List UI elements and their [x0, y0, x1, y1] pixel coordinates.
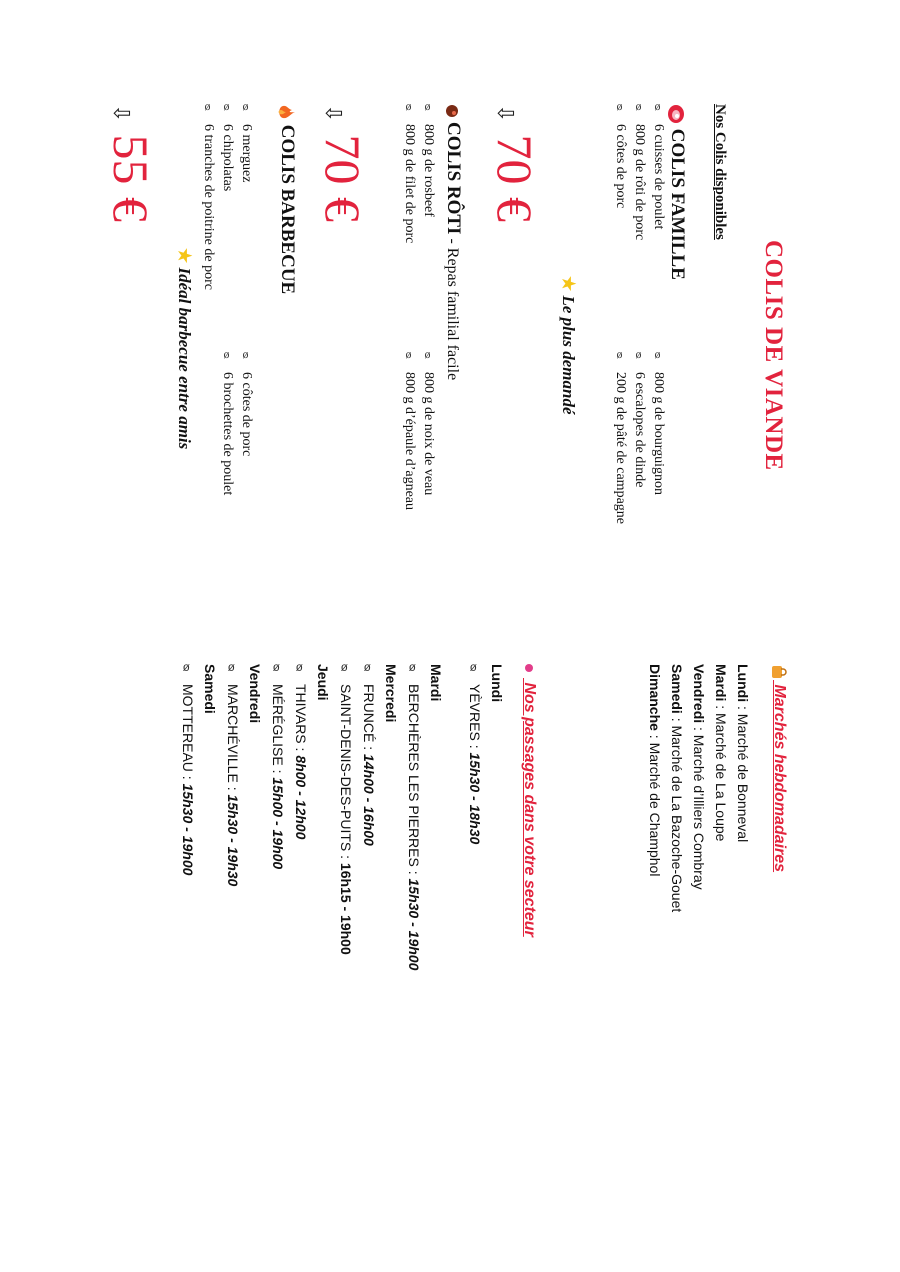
arrow-down-icon: ⇩	[109, 104, 134, 123]
passage-day: Mardi	[428, 664, 444, 702]
market-place: : Marché de La Loupe	[713, 701, 729, 842]
list-item	[218, 352, 237, 495]
bullet-icon: ᴓ	[240, 104, 254, 111]
bullet-icon: ᴓ	[467, 664, 481, 672]
colis-barbecue-name: COLIS BARBECUE	[277, 124, 298, 295]
flame-icon	[276, 104, 296, 120]
famille-col2	[611, 352, 668, 524]
passage-hours: 15h30 - 18h30	[467, 752, 483, 845]
passage-row	[221, 664, 244, 970]
market-day: Samedi	[669, 664, 685, 714]
list-item	[630, 352, 649, 524]
passage-row	[289, 664, 312, 970]
passage-day: Jeudi	[315, 664, 331, 701]
bullet-icon: ᴓ	[652, 352, 666, 359]
passage-place: MÉRÉGLISE :	[270, 684, 286, 778]
bullet-icon: ᴓ	[221, 352, 235, 359]
famille-tag	[558, 276, 578, 415]
list-item	[630, 104, 649, 240]
item-text: 800 g de noix de veau	[421, 372, 436, 496]
item-text: 800 g de filet de porc	[402, 124, 417, 244]
passage-hours: 15h30 - 19h00	[180, 783, 196, 876]
item-text: 6 cuisses de poulet	[651, 124, 666, 230]
tag-text: Le plus demandé	[559, 295, 578, 415]
list-item	[419, 104, 438, 243]
item-text: 6 chipolatas	[220, 124, 235, 192]
item-text: 6 côtes de porc	[613, 124, 628, 209]
star-icon: ★	[175, 248, 194, 264]
bullet-icon: ᴓ	[338, 664, 352, 672]
list-item	[237, 104, 256, 290]
market-day: Lundi	[735, 664, 751, 703]
bullet-icon: ᴓ	[406, 664, 420, 672]
passage-place: MOTTEREAU :	[180, 684, 196, 784]
roti-col2	[400, 352, 438, 510]
page-title: COLIS DE VIANDE	[760, 240, 787, 471]
bullet-icon: ᴓ	[221, 104, 235, 111]
roti-price: 70 €	[315, 134, 371, 222]
available-colis-heading: Nos Colis disponibles	[712, 104, 728, 240]
list-item	[199, 104, 218, 290]
passage-day: Samedi	[202, 664, 218, 714]
list-item	[400, 104, 419, 243]
market-day: Vendredi	[691, 664, 707, 724]
market-place: : Marché d’Illiers Combray	[691, 723, 707, 890]
passage-hours: 15h30 - 19h00	[406, 878, 422, 971]
list-item	[611, 352, 630, 524]
list-item	[419, 352, 438, 510]
bullet-icon: ᴓ	[614, 104, 628, 111]
colis-barbecue-title	[276, 104, 298, 294]
tag-text: Idéal barbecue entre amis	[175, 267, 194, 450]
bullet-icon: ᴓ	[633, 352, 647, 359]
list-item	[649, 352, 668, 524]
passage-place: SAINT-DENIS-DES-PUITS :	[338, 684, 354, 863]
spacer	[447, 664, 463, 970]
market-place: : Marché de La Bazoche-Gouet	[669, 713, 685, 913]
bullet-icon: ᴓ	[403, 104, 417, 111]
item-text: 800 g de bourguignon	[651, 372, 666, 496]
item-text: 6 côtes de porc	[239, 372, 254, 457]
bullet-icon: ᴓ	[614, 352, 628, 359]
passage-hours: 8h00 - 12h00	[293, 755, 309, 840]
famille-col1	[611, 104, 668, 240]
market-place: : Marché de Champhol	[647, 730, 663, 877]
market-day: Mardi	[713, 664, 729, 702]
passage-place: BERCHÈRES LES PIERRES :	[406, 684, 422, 879]
heading-text: Nos passages dans votre secteur	[521, 682, 538, 937]
item-text: 6 brochettes de poulet	[220, 372, 235, 496]
item-text: 200 g de pâté de campagne	[613, 372, 628, 524]
passages-list	[176, 664, 508, 970]
list-item	[611, 104, 630, 240]
roast-icon	[445, 104, 459, 118]
item-text: 800 g de rôti de porc	[632, 124, 647, 241]
bullet-icon: ᴓ	[422, 352, 436, 359]
passage-place: FRUNCÉ :	[361, 684, 377, 754]
list-item	[237, 352, 256, 495]
arrow-down-icon: ⇩	[321, 104, 346, 123]
star-icon: ★	[559, 276, 578, 292]
bullet-icon: ᴓ	[422, 104, 436, 111]
roti-price-row	[314, 104, 372, 222]
bullet-icon: ᴓ	[240, 352, 254, 359]
roti-col1	[400, 104, 438, 243]
bullet-icon: ᴓ	[361, 664, 375, 672]
markets-list	[644, 664, 754, 912]
colis-famille-name: COLIS FAMILLE	[667, 128, 688, 280]
item-text: 6 tranches de poitrine de porc	[201, 124, 216, 290]
bullet-icon: ᴓ	[652, 104, 666, 111]
shopping-bag-icon	[771, 664, 787, 680]
passage-place: MARCHÉVILLE :	[225, 684, 241, 795]
passage-row	[357, 664, 380, 970]
passage-day: Lundi	[489, 664, 505, 703]
colis-roti-subtitle: - Repas familial facile	[444, 234, 461, 381]
barbecue-price: 55 €	[103, 134, 159, 222]
passages-heading	[520, 664, 538, 937]
barbecue-col1	[199, 104, 256, 290]
bullet-icon: ᴓ	[270, 664, 284, 672]
market-row	[666, 664, 688, 912]
bullet-icon: ᴓ	[403, 352, 417, 359]
bullet-icon: ᴓ	[202, 104, 216, 111]
item-text: 6 merguez	[239, 124, 254, 183]
item-text: 800 g de rosbeef	[421, 124, 436, 217]
market-place: : Marché de Bonneval	[735, 702, 751, 843]
passage-place: THIVARS :	[293, 684, 309, 756]
meat-icon	[666, 104, 686, 124]
market-row	[688, 664, 710, 912]
heading-text: Marchés hebdomadaires	[771, 684, 788, 873]
passage-hours: 14h00 - 16h00	[361, 754, 377, 846]
passage-day: Vendredi	[247, 664, 263, 724]
barbecue-col2	[218, 352, 256, 495]
list-item	[218, 104, 237, 290]
passage-row	[266, 664, 289, 970]
item-text: 800 g d’épaule d’agneau	[402, 372, 417, 510]
list-item	[400, 352, 419, 510]
market-row	[732, 664, 754, 912]
passage-day: Mercredi	[383, 664, 399, 723]
list-item	[649, 104, 668, 240]
passage-row	[402, 664, 425, 970]
colis-roti-title	[442, 104, 464, 380]
famille-price: 70 €	[487, 134, 543, 222]
passage-place: YÈVRES :	[467, 684, 483, 753]
passage-hours: 16h15 - 19h00	[338, 862, 354, 955]
bullet-icon: ᴓ	[293, 664, 307, 672]
passage-row	[463, 664, 486, 970]
market-row	[644, 664, 666, 912]
bullet-icon: ᴓ	[180, 664, 194, 672]
barbecue-price-row	[102, 104, 160, 222]
passage-hours: 15h00 - 19h00	[270, 777, 286, 870]
item-text: 6 escalopes de dinde	[632, 372, 647, 488]
passage-row	[176, 664, 199, 970]
passage-hours: 15h30 - 19h30	[225, 794, 241, 887]
famille-price-row	[486, 104, 544, 222]
passage-row	[334, 664, 357, 970]
bullet-icon: ᴓ	[633, 104, 647, 111]
markets-heading	[770, 664, 788, 872]
market-row	[710, 664, 732, 912]
colis-roti-name: COLIS RÔTI	[443, 122, 464, 235]
colis-famille-title	[666, 104, 688, 280]
bullet-icon: ᴓ	[225, 664, 239, 672]
arrow-down-icon: ⇩	[493, 104, 518, 123]
dot-icon	[525, 664, 533, 672]
barbecue-tag	[174, 248, 194, 449]
market-day: Dimanche	[647, 664, 663, 731]
